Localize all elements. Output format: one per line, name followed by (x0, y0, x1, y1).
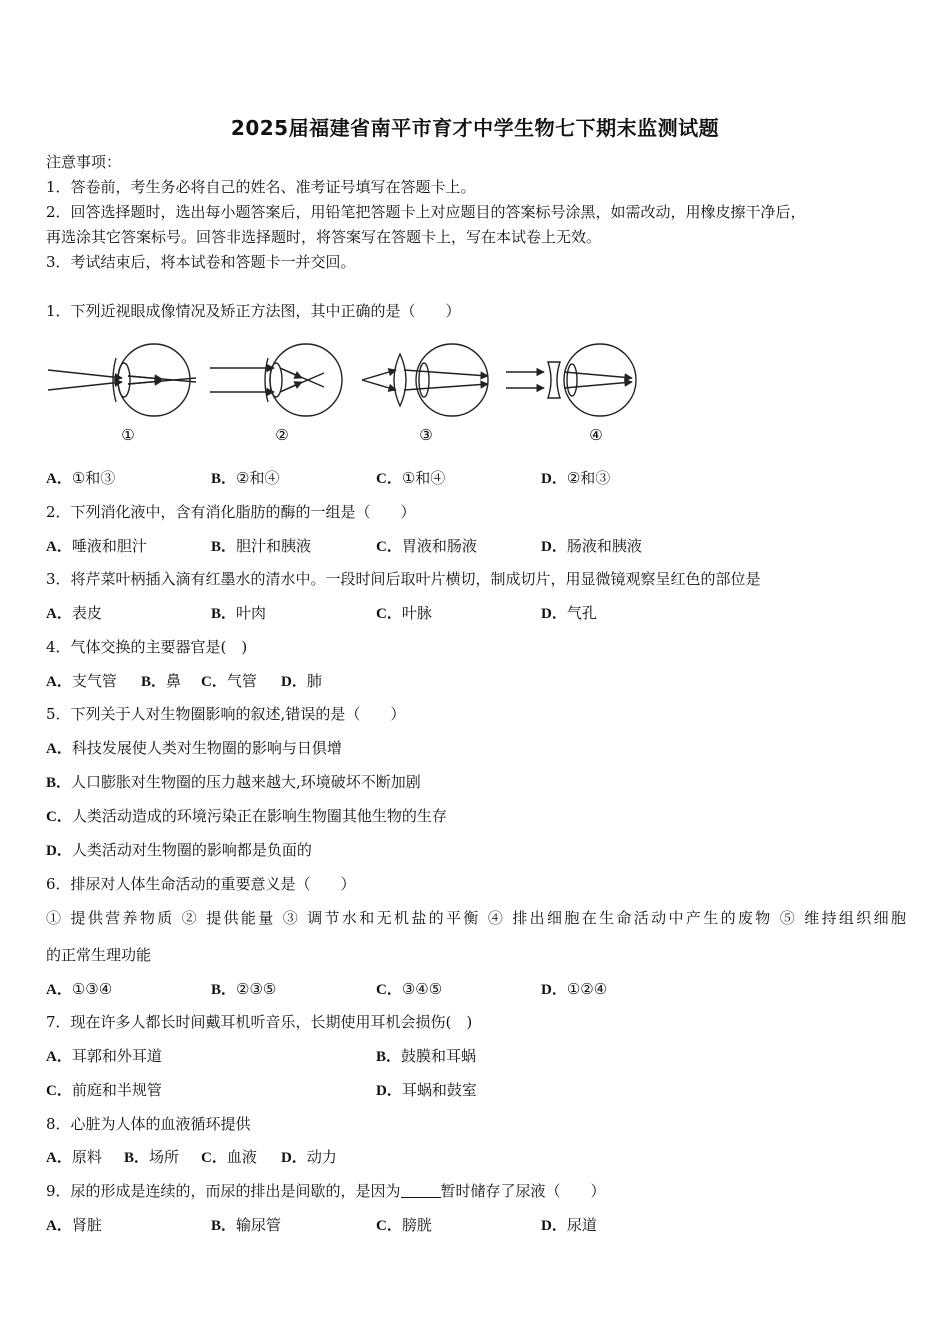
q9-option-c: C．膀胱 (376, 1216, 432, 1234)
question-6-statements-line-2: 的正常生理功能 (46, 946, 152, 964)
q2-option-c: C．胃液和肠液 (376, 537, 477, 555)
q4-option-b: B．鼻 (141, 672, 182, 690)
q6-option-a: A．①③④ (46, 980, 113, 998)
page-title: 2025届福建省南平市育才中学生物七下期末监测试题 (230, 116, 720, 140)
q2-option-b: B．胆汁和胰液 (211, 537, 312, 555)
q4-option-a: A．支气管 (46, 672, 117, 690)
question-3-stem: 3．将芹菜叶柄插入滴有红墨水的清水中。一段时间后取叶片横切，制成切片，用显微镜观察呈红色的部位是 (46, 570, 761, 588)
q7-option-b: B．鼓膜和耳蜗 (376, 1047, 477, 1065)
question-6-stem: 6．排尿对人体生命活动的重要意义是（ ） (46, 875, 356, 893)
q7-option-c: C．前庭和半规管 (46, 1081, 162, 1099)
q5-option-c: C．人类活动造成的环境污染正在影响生物圈其他生物的生存 (46, 807, 447, 825)
q5-option-b: B．人口膨胀对生物圈的压力越来越大,环境破坏不断加剧 (46, 773, 421, 791)
question-8-stem: 8．心脏为人体的血液循环提供 (46, 1115, 251, 1133)
q3-option-a: A．表皮 (46, 604, 102, 622)
q9-option-a: A．肾脏 (46, 1216, 102, 1234)
q8-option-c: C．血液 (201, 1148, 257, 1166)
q2-option-a: A．唾液和胆汁 (46, 537, 147, 555)
q6-option-c: C．③④⑤ (376, 980, 443, 998)
q1-option-b: B．②和④ (211, 469, 280, 487)
eye-diagram-2 (210, 344, 342, 416)
question-6-statements-line-1: ① 提供营养物质 ② 提供能量 ③ 调节水和无机盐的平衡 ④ 排出细胞在生命活动中产生的废物 ⑤ 维持组织细胞 (46, 909, 906, 927)
q1-option-c: C．①和④ (376, 469, 446, 487)
q3-option-d: D．气孔 (541, 604, 597, 622)
question-4-stem: 4．气体交换的主要器官是( ) (46, 638, 248, 656)
q5-option-a: A．科技发展使人类对生物圈的影响与日俱增 (46, 739, 342, 757)
question-2-stem: 2．下列消化液中，含有消化脂肪的酶的一组是（ ） (46, 503, 416, 521)
question-7-stem: 7．现在许多人都长时间戴耳机听音乐，长期使用耳机会损伤( ) (46, 1013, 473, 1031)
notice-item-3: 3．考试结束后，将本试卷和答题卡一并交回。 (46, 253, 356, 271)
q7-option-a: A．耳郭和外耳道 (46, 1047, 162, 1065)
notice-item-2-line-1: 2．回答选择题时，选出每小题答案后，用铅笔把答题卡上对应题目的答案标号涂黑，如需改动，用橡皮擦干净后， (46, 203, 806, 221)
q7-option-d: D．耳蜗和鼓室 (376, 1081, 477, 1099)
q9-option-b: B．输尿管 (211, 1216, 282, 1234)
q8-option-a: A．原料 (46, 1148, 102, 1166)
q2-option-d: D．肠液和胰液 (541, 537, 642, 555)
question-9-stem: 9．尿的形成是连续的，而尿的排出是间歇的，是因为 暂时储存了尿液（ ） (46, 1182, 606, 1200)
q4-option-c: C．气管 (201, 672, 257, 690)
notice-heading: 注意事项： (46, 153, 122, 171)
q8-option-b: B．场所 (124, 1148, 180, 1166)
q3-option-c: C．叶脉 (376, 604, 432, 622)
figure-label-4: ④ (589, 426, 603, 444)
q6-option-d: D．①②④ (541, 980, 608, 998)
figure-label-2: ② (275, 426, 289, 444)
eye-diagram-3 (362, 344, 488, 416)
q3-option-b: B．叶肉 (211, 604, 267, 622)
notice-item-1: 1．答卷前，考生务必将自己的姓名、准考证号填写在答题卡上。 (46, 178, 476, 196)
question-1-stem: 1．下列近视眼成像情况及矫正方法图，其中正确的是（ ） (46, 302, 461, 320)
eye-diagram-1 (48, 344, 196, 416)
figure-label-1: ① (121, 426, 135, 444)
eye-diagram-4 (506, 344, 636, 416)
q1-option-d: D．②和③ (541, 469, 611, 487)
q5-option-d: D．人类活动对生物圈的影响都是负面的 (46, 841, 312, 859)
q6-option-b: B．②③⑤ (211, 980, 277, 998)
q9-option-d: D．尿道 (541, 1216, 597, 1234)
myopia-diagram-figure (44, 338, 644, 448)
question-5-stem: 5．下列关于人对生物圈影响的叙述,错误的是（ ） (46, 705, 406, 723)
q1-option-a: A．①和③ (46, 469, 116, 487)
q8-option-d: D．动力 (281, 1148, 337, 1166)
q4-option-d: D．肺 (281, 672, 322, 690)
notice-item-2-line-2: 再选涂其它答案标号。回答非选择题时，将答案写在答题卡上，写在本试卷上无效。 (46, 228, 602, 246)
figure-label-3: ③ (419, 426, 433, 444)
answer-blank (401, 1183, 441, 1198)
